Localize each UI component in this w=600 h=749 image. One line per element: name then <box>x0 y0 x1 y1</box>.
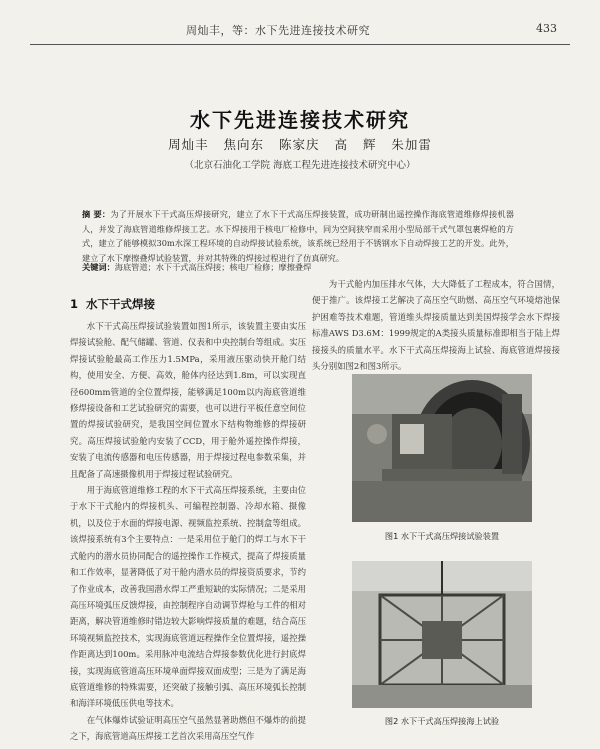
section-number: 1 <box>70 297 79 311</box>
paragraph: 用于海底管道维修工程的水下干式高压焊接系统，主要由位于水下干式舱内的焊接机头、可编程控制器、冷却水箱、摄像机，以及位于水面的焊接电源、视频监控系统、控制盒等组成。该焊接系统有3个主要特点：一是采用位于舱门的焊工与水下干式舱内的潜水员协同配合的遥控操作工作模式，提高了焊接质量和工作效率，显著降低了对干舱内潜水员的焊接资质要求，节约了作业成本，改善我国潜水焊工严重短缺的实际情况；二是采用高压环境弧压反馈焊接，由控制程序自动调节焊枪与工件的相对距离，解决管道维修时错边较大影响焊接质量的难题，结合高压环境视频监控技术，实现海底管道远程操作全位置焊接，遥控操作距离达到100m。采用脉冲电流结合焊接参数优化进行封底焊接，实现海底管道高压环境单面焊接双面成型；三是为了满足海底管道维修的特殊需要，还突破了接触引弧、高压环境弧长控制和海洋环境低压供电等技术。 <box>70 485 306 709</box>
keywords-label: 关键词： <box>82 262 115 272</box>
abstract <box>82 207 514 265</box>
figure-2-caption: 图2 水下干式高压焊接海上试验 <box>384 716 500 726</box>
section-heading <box>70 296 155 312</box>
header-rule <box>30 44 570 45</box>
section-title: 水下干式焊接 <box>86 297 156 311</box>
page-number: 433 <box>536 22 557 35</box>
figure-2-photo <box>352 561 532 708</box>
paragraph: 为干式舱内加压排水气体，大大降低了工程成本，符合国情，便于推广。该焊接工艺解决了高压空气助燃、高压空气环境熔池保护困难等技术难题，管道维头焊接质量达到美国焊接学会水下焊接标准AWS D3.6M：1999规定的A类接头质量标准即相当于陆上焊接接头的质量水平。水下干式高压焊接海上试验、海底管道焊接接头分别如图2和图3所示。 <box>312 279 560 372</box>
keywords <box>82 262 514 273</box>
abstract-text: 为了开展水下干式高压焊接研究，建立了水下干式高压焊接装置，成功研制出遥控操作海底管道维修焊接机器人，并发了海底管道维修焊接工艺。水下焊接用于核电厂检修中，同为空间狭窄而采用小型局部干式气罩包裹焊枪的方式，建立了能够模拟30m水深工程环境的自动焊接试验系统，该系统已经用于不锈钢水下自动焊接工艺的开发。此外，建立了水下摩擦叠焊试验装置，并对其特殊的焊接过程进行了仿真研究。 <box>82 209 514 263</box>
chamber-photo-illustration <box>352 374 532 522</box>
figure-1-photo <box>352 374 532 522</box>
figure-1-caption: 图1 水下干式高压焊接试验装置 <box>384 531 500 541</box>
authors: 周灿丰 焦向东 陈家庆 高 辉 朱加雷 <box>168 137 432 152</box>
paragraph: 在气体爆炸试验证明高压空气虽然显著助燃但不爆炸的前提之下，海底管道高压焊接工艺首次采用高压空气作 <box>70 714 306 742</box>
paragraph: 水下干式高压焊接试验装置如图1所示，该装置主要由实压焊接试验舱、配气储罐、管道、仪表和中央控制台等组成。实压焊接试验舱最高工作压力1.5MPa，采用液压驱动快开舱门结构，使用安全、方便、高效，舱体内径达到1.8m，可以实现直径600mm管道的全位置焊接，能够满足100m以内海底管道维修焊接设备和工艺试验研究的需要，也可以进行平板任意空间位置的焊接试验研究，是我国空间位置水下结构物维修的焊接研究。高压焊接试验舱内安装了CCD，用于舱外遥控操作焊接，安装了电流传感器和电压传感器，用于焊接过程电参数采集，并且配备了高速摄像机用于焊接过程试验研究。 <box>70 321 306 479</box>
sea-trial-photo-illustration <box>352 561 532 708</box>
paper-title: 水下先进连接技术研究 <box>190 108 410 132</box>
right-column <box>312 276 560 374</box>
abstract-label: 摘 要： <box>82 209 111 219</box>
keywords-text: 海底管道；水下干式高压焊接；核电厂检修；摩擦叠焊 <box>114 262 312 272</box>
running-head: 周灿丰，等：水下先进连接技术研究 <box>186 24 370 37</box>
left-column <box>70 318 306 745</box>
affiliation: （北京石油化工学院 海底工程先进连接技术研究中心） <box>184 160 416 171</box>
